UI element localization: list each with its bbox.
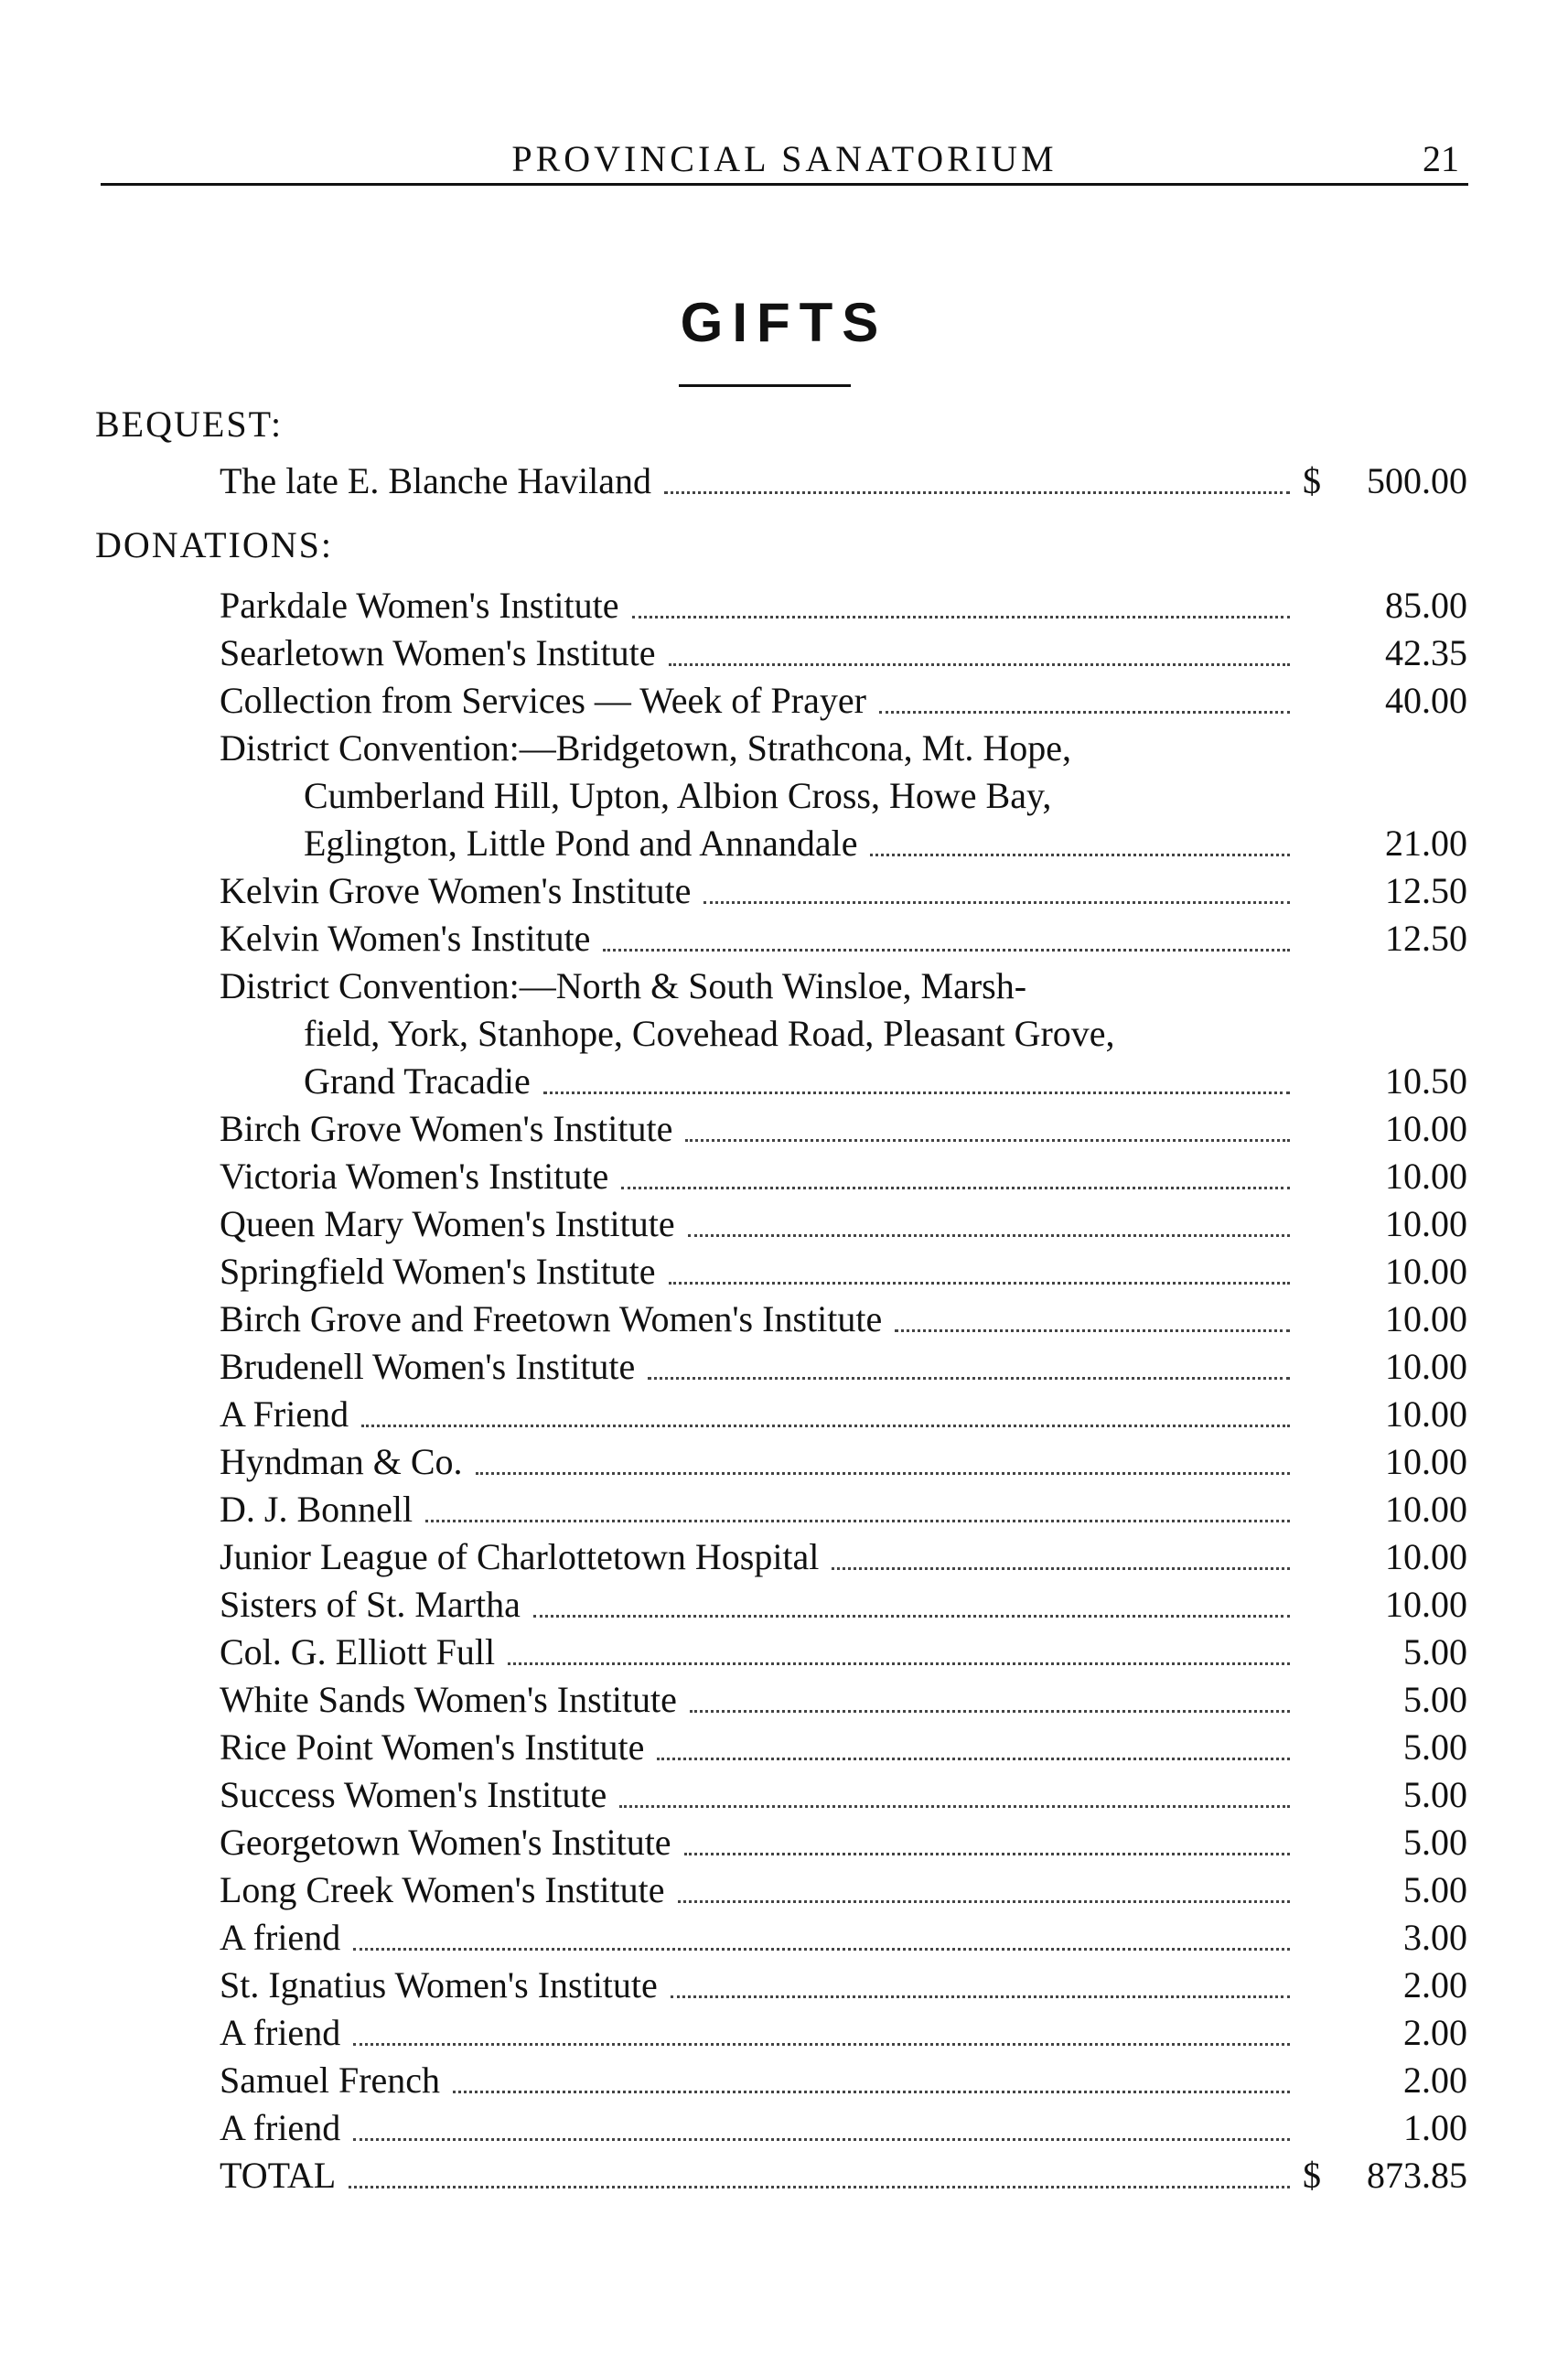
entry-amount: 500.00 [1367, 460, 1467, 501]
entry-label-line [220, 1819, 1290, 1866]
entry-label-line [220, 1629, 1290, 1676]
dot-leader [353, 1948, 1290, 1951]
dot-leader [533, 1615, 1290, 1618]
entry-label: Victoria Women's Institute [220, 1156, 609, 1197]
entry-label-line [220, 1153, 1290, 1200]
entry-label: Kelvin Women's Institute [220, 918, 591, 959]
dot-leader [648, 1377, 1290, 1380]
dot-leader [664, 491, 1290, 494]
entry-amount: 2.00 [1403, 1964, 1467, 2006]
entry-label: Georgetown Women's Institute [220, 1822, 671, 1863]
entry-amount: 10.00 [1385, 1536, 1467, 1577]
entry-label: St. Ignatius Women's Institute [220, 1964, 658, 2006]
dot-leader [657, 1758, 1290, 1760]
dot-leader [632, 616, 1290, 618]
entry-label: A Friend [220, 1393, 349, 1435]
entry-label-line [220, 1914, 1290, 1962]
entry-amount: 1.00 [1403, 2107, 1467, 2148]
donations-label: DONATIONS: [95, 524, 333, 565]
entry-label-line [220, 1343, 1290, 1391]
entry-label-line [220, 457, 1290, 505]
entry-label: White Sands Women's Institute [220, 1679, 677, 1720]
entry-amount: 21.00 [1385, 823, 1467, 864]
dot-leader [353, 2043, 1290, 2046]
entry-label-line: field, York, Stanhope, Covehead Road, Pleasant Grove, [304, 1013, 1115, 1054]
entry-amount: 10.00 [1385, 1108, 1467, 1149]
entry-amount: 10.00 [1385, 1156, 1467, 1197]
entry-label: Birch Grove and Freetown Women's Institute [220, 1298, 883, 1339]
entry-label-line [220, 1391, 1290, 1438]
entry-label-line [220, 1533, 1290, 1581]
dot-leader [349, 2186, 1290, 2188]
entry-amount: 10.00 [1385, 1393, 1467, 1435]
entry-amount: 10.50 [1385, 1060, 1467, 1102]
entry-label-line [220, 629, 1290, 677]
entry-label-line: District Convention:—North & South Winsloe, Marsh- [220, 965, 1027, 1006]
entry-amount: 2.00 [1403, 2012, 1467, 2053]
running-title: PROVINCIAL SANATORIUM [511, 138, 1058, 179]
entry-label-line [220, 1296, 1290, 1343]
total-label-line [220, 2152, 1290, 2199]
dollar-sign: $ [1303, 460, 1321, 501]
entry-label-line [220, 1486, 1290, 1533]
dot-leader [870, 854, 1290, 856]
entry-amount: 10.00 [1385, 1489, 1467, 1530]
entry-label-line [220, 1962, 1290, 2009]
page-number: 21 [1423, 138, 1459, 179]
entry-label: Junior League of Charlottetown Hospital [220, 1536, 820, 1577]
dot-leader [669, 663, 1290, 666]
dot-leader [895, 1329, 1290, 1332]
page-title: GIFTS [680, 292, 888, 353]
entry-label-line [220, 2009, 1290, 2057]
entry-label: Springfield Women's Institute [220, 1251, 656, 1292]
entry-label: Collection from Services — Week of Prayer [220, 680, 866, 721]
entry-amount: 3.00 [1403, 1917, 1467, 1958]
dot-leader [619, 1805, 1290, 1808]
entry-amount: 12.50 [1385, 870, 1467, 911]
entry-amount: 42.35 [1385, 632, 1467, 673]
entry-amount: 10.00 [1385, 1203, 1467, 1244]
entry-label: The late E. Blanche Haviland [220, 460, 652, 501]
entry-label-line [220, 1581, 1290, 1629]
entry-label-line [220, 1771, 1290, 1819]
entry-label: Brudenell Women's Institute [220, 1346, 636, 1387]
entry-label: Long Creek Women's Institute [220, 1869, 665, 1910]
dot-leader [603, 949, 1290, 952]
dot-leader [832, 1567, 1290, 1570]
entry-amount: 5.00 [1403, 1631, 1467, 1672]
entry-label-line [220, 1438, 1290, 1486]
entry-label-line [304, 820, 1290, 867]
entry-label: Success Women's Institute [220, 1774, 607, 1815]
total-label: TOTAL [220, 2155, 337, 2196]
bequest-label: BEQUEST: [95, 403, 284, 445]
entry-label-line [220, 1676, 1290, 1724]
dot-leader [690, 1710, 1290, 1713]
entry-label: Birch Grove Women's Institute [220, 1108, 673, 1149]
entry-amount: 40.00 [1385, 680, 1467, 721]
entry-label-line [304, 1058, 1290, 1105]
entry-label-line: Cumberland Hill, Upton, Albion Cross, Howe Bay, [304, 775, 1052, 816]
entry-label-line [220, 915, 1290, 962]
entry-amount: 5.00 [1403, 1726, 1467, 1768]
dot-leader [685, 1139, 1290, 1142]
entry-label: Grand Tracadie [304, 1060, 531, 1102]
dot-leader [671, 1995, 1290, 1998]
entry-label-line [220, 677, 1290, 725]
dot-leader [453, 2091, 1290, 2093]
dot-leader [688, 1234, 1290, 1237]
running-header [101, 135, 1468, 186]
entry-amount: 2.00 [1403, 2059, 1467, 2101]
entry-label-line [220, 1866, 1290, 1914]
entry-label: D. J. Bonnell [220, 1489, 413, 1530]
dollar-sign: $ [1303, 2155, 1321, 2196]
entry-label: Samuel French [220, 2059, 441, 2101]
entry-label-line [220, 1724, 1290, 1771]
dot-leader [684, 1853, 1290, 1855]
entry-amount: 10.00 [1385, 1251, 1467, 1292]
dot-leader [703, 901, 1290, 904]
entry-label: A friend [220, 2107, 341, 2148]
entry-label: Eglington, Little Pond and Annandale [304, 823, 858, 864]
entry-label-line [220, 1105, 1290, 1153]
entry-label: Kelvin Grove Women's Institute [220, 870, 692, 911]
entry-label-line [220, 2104, 1290, 2152]
entry-label-line [220, 2057, 1290, 2104]
entry-amount: 10.00 [1385, 1298, 1467, 1339]
entry-label-line [220, 582, 1290, 629]
title-rule [679, 384, 851, 387]
dot-leader [508, 1662, 1290, 1665]
entry-amount: 12.50 [1385, 918, 1467, 959]
entry-label-line [220, 1248, 1290, 1296]
dot-leader [669, 1282, 1290, 1285]
entry-label: A friend [220, 1917, 341, 1958]
dot-leader [361, 1425, 1290, 1427]
entry-amount: 5.00 [1403, 1822, 1467, 1863]
entry-label: Sisters of St. Martha [220, 1584, 521, 1625]
dot-leader [353, 2138, 1290, 2141]
total-amount: 873.85 [1367, 2155, 1467, 2196]
entry-amount: 10.00 [1385, 1441, 1467, 1482]
dot-leader [476, 1472, 1290, 1475]
entry-label: Parkdale Women's Institute [220, 585, 619, 626]
entry-amount: 5.00 [1403, 1679, 1467, 1720]
entry-label: Searletown Women's Institute [220, 632, 656, 673]
dot-leader [543, 1091, 1290, 1094]
entry-amount: 10.00 [1385, 1346, 1467, 1387]
dot-leader [621, 1187, 1290, 1189]
entry-amount: 85.00 [1385, 585, 1467, 626]
entry-label: A friend [220, 2012, 341, 2053]
entry-amount: 5.00 [1403, 1869, 1467, 1910]
entry-label-line [220, 1200, 1290, 1248]
dot-leader [879, 711, 1290, 714]
entry-label: Col. G. Elliott Full [220, 1631, 496, 1672]
entry-label: Rice Point Women's Institute [220, 1726, 645, 1768]
entry-amount: 10.00 [1385, 1584, 1467, 1625]
entry-amount: 5.00 [1403, 1774, 1467, 1815]
entry-label: Queen Mary Women's Institute [220, 1203, 675, 1244]
entry-label-line [220, 867, 1290, 915]
dot-leader [425, 1520, 1290, 1522]
entry-label: Hyndman & Co. [220, 1441, 463, 1482]
entry-label-line: District Convention:—Bridgetown, Strathcona, Mt. Hope, [220, 727, 1071, 769]
dot-leader [678, 1900, 1290, 1903]
